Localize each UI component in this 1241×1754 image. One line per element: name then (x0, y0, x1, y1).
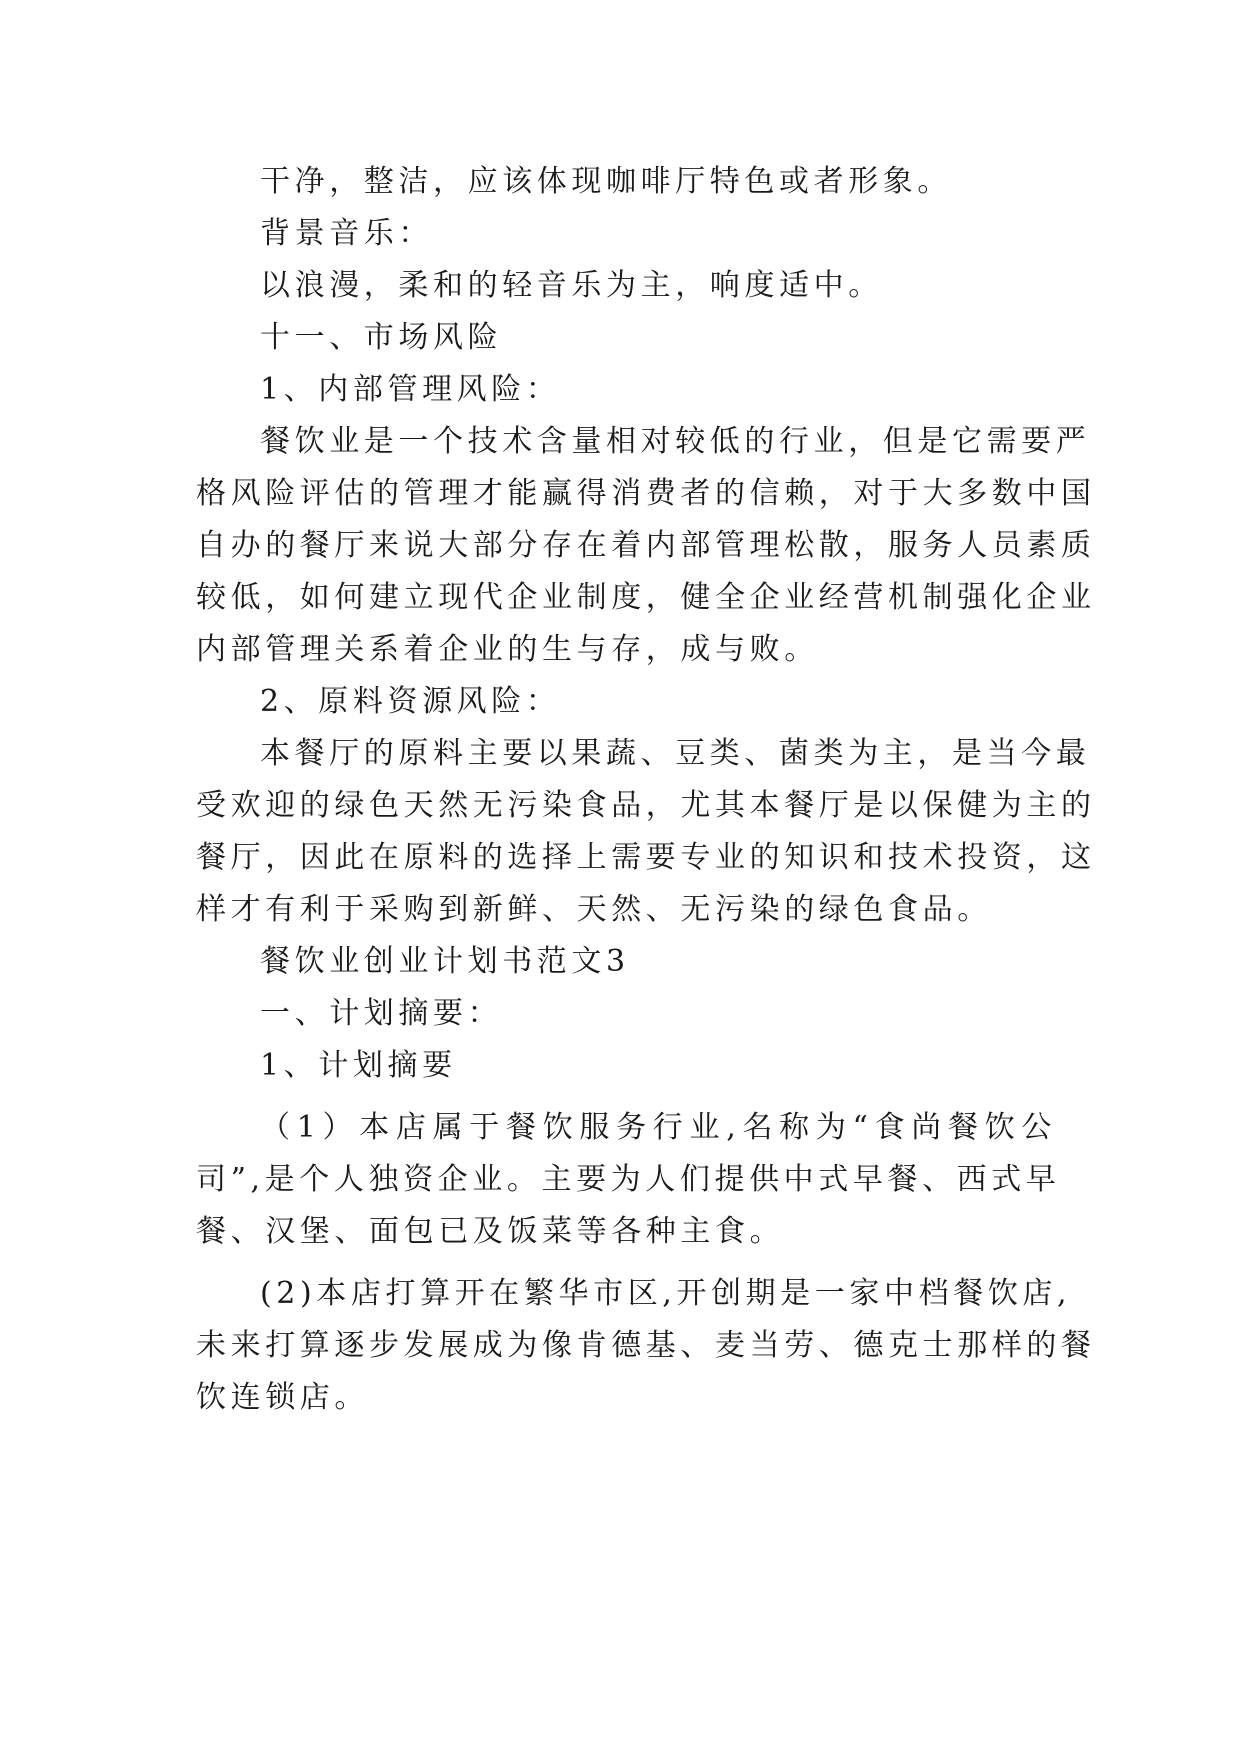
paragraph-line: (2)本店打算开在繁华市区,开创期是一家中档餐饮店, (260, 1276, 1072, 1311)
paragraph-line: 格风险评估的管理才能赢得消费者的信赖，对于大多数中国 (196, 476, 1096, 511)
section-heading: 十一、市场风险 (260, 320, 503, 355)
paragraph-line: 餐厅，因此在原料的选择上需要专业的知识和技术投资，这 (196, 840, 1096, 875)
paragraph-line: 餐饮业是一个技术含量相对较低的行业，但是它需要严 (260, 424, 1091, 459)
document-page (196, 156, 1096, 1424)
paragraph-line: 餐、汉堡、面包已及饭菜等各种主食。 (196, 1214, 785, 1249)
paragraph-line: 自办的餐厅来说大部分存在着内部管理松散，服务人员素质 (196, 528, 1096, 563)
paragraph-line: 样才有利于采购到新鲜、天然、无污染的绿色食品。 (196, 892, 992, 927)
paragraph-line: 饮连锁店。 (196, 1380, 369, 1415)
paragraph-line: （1）本店属于餐饮服务行业,名称为“食尚餐饮公 (260, 1110, 1056, 1145)
document-title: 餐饮业创业计划书范文3 (260, 944, 630, 979)
paragraph-line: 内部管理关系着企业的生与存，成与败。 (196, 632, 819, 667)
subsection-heading: 1、计划摘要 (260, 1048, 457, 1083)
paragraph-line: 以浪漫，柔和的轻音乐为主，响度适中。 (260, 268, 883, 303)
section-label: 背景音乐： (260, 216, 433, 251)
paragraph-line: 较低，如何建立现代企业制度，健全企业经营机制强化企业 (196, 580, 1096, 615)
paragraph-line: 未来打算逐步发展成为像肯德基、麦当劳、德克士那样的餐 (196, 1328, 1096, 1363)
paragraph-line: 司”,是个人独资企业。主要为人们提供中式早餐、西式早 (196, 1162, 1061, 1197)
paragraph-line: 干净，整洁，应该体现咖啡厅特色或者形象。 (260, 164, 952, 199)
subsection-heading: 1、内部管理风险： (260, 372, 561, 407)
paragraph-line: 受欢迎的绿色天然无污染食品，尤其本餐厅是以保健为主的 (196, 788, 1096, 823)
subsection-heading: 2、原料资源风险： (260, 684, 561, 719)
paragraph-line: 本餐厅的原料主要以果蔬、豆类、菌类为主，是当今最 (260, 736, 1091, 771)
section-heading: 一、计划摘要： (260, 996, 503, 1031)
